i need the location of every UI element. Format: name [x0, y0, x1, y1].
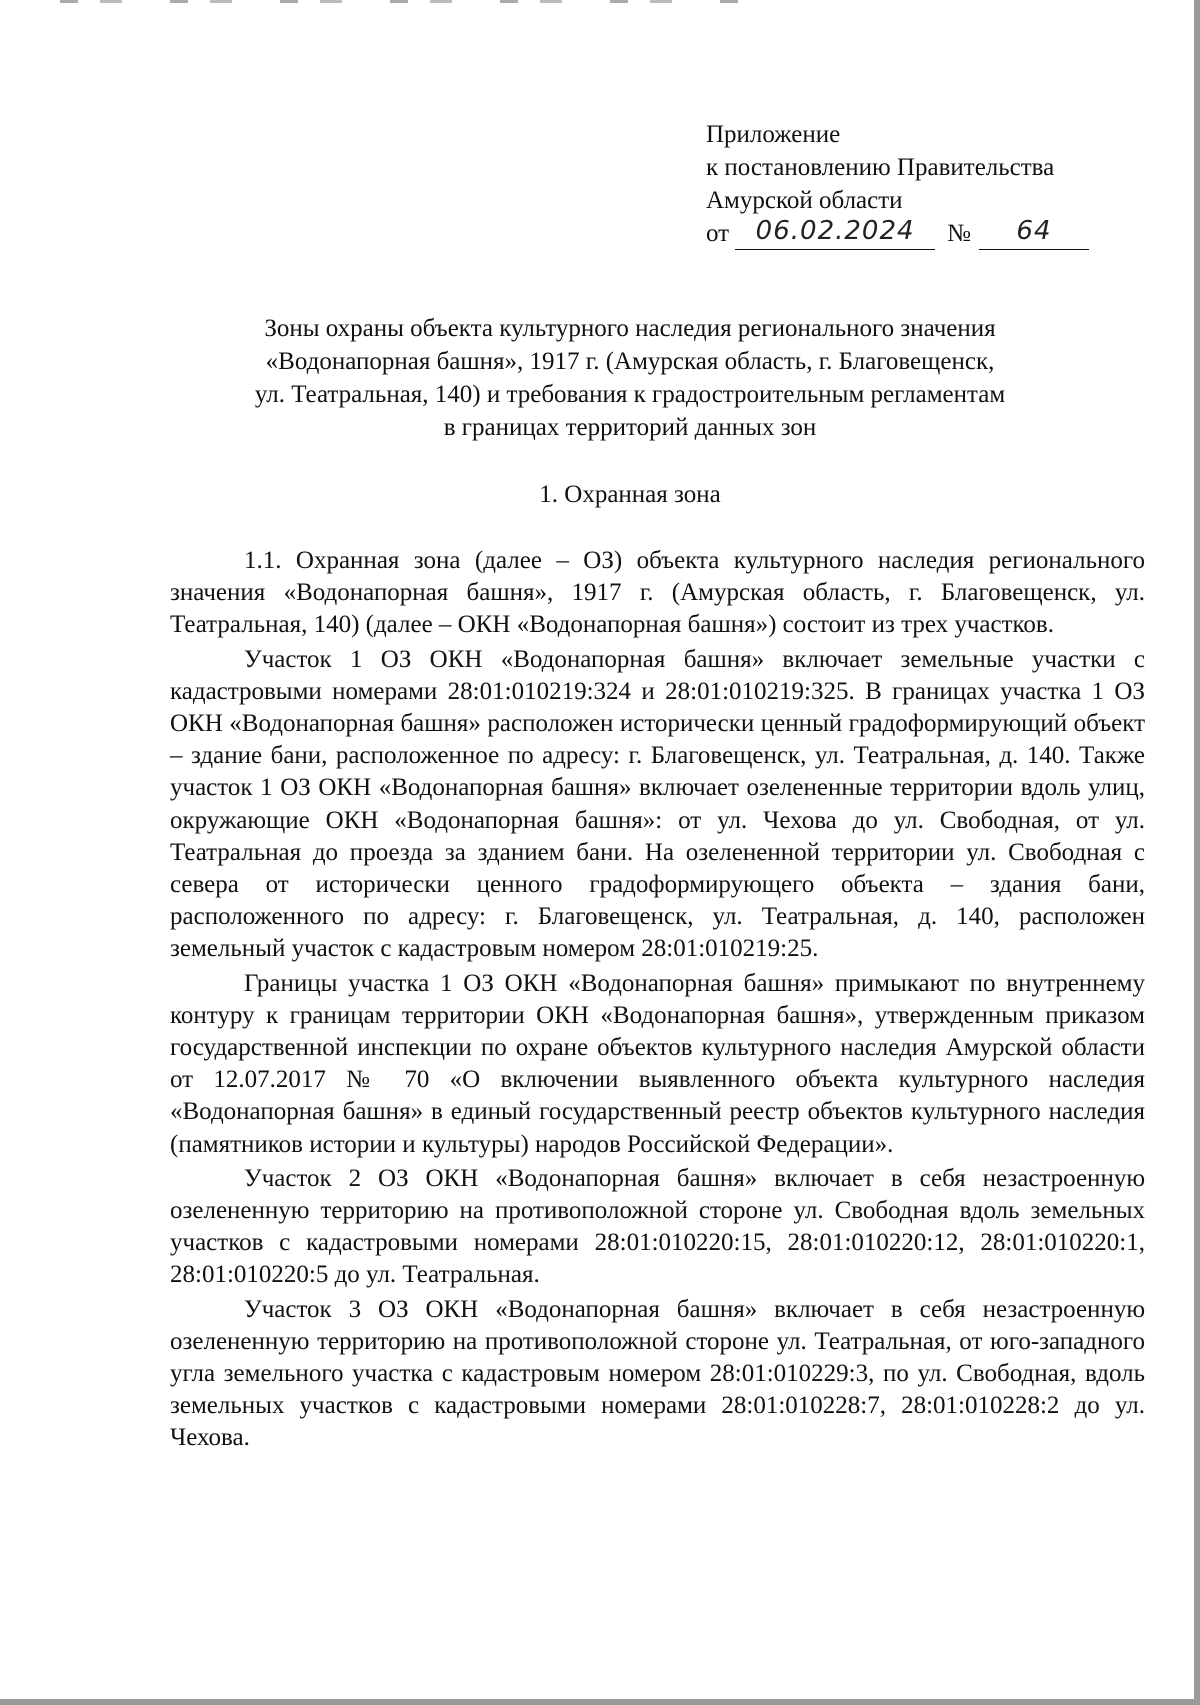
title-line-2: «Водонапорная башня», 1917 г. (Амурская область, г. Благовещенск, — [265, 348, 995, 375]
paragraph-site-1: Участок 1 ОЗ ОКН «Водонапорная башня» включает земельные участки с кадастровыми номерами 28:01:010219:324 и 28:01:010219:325. В границах участка 1 ОЗ ОКН «Водонапорная башня» расположен исторически ценный градоформирующий объект – здание бани, расположенное по адресу: г. Благовещенск, ул. Театральная, д. 140. Также участок 1 ОЗ ОКН «Водонапорная башня» включает озелененные территории вдоль улиц, окружающие ОКН «Водонапорная башня»: от ул. Чехова до ул. Свободная, от ул. Театральная до проезда за зданием бани. На озелененной территории ул. Свободная с севера от исторически ценного градоформирующего объекта – здания бани, расположенного по адресу: г. Благовещенск, ул. Театральная, д. 140, расположен земельный участок с кадастровым номером 28:01:010219:25. — [170, 645, 1145, 963]
scan-artifact-right — [1194, 0, 1200, 1705]
paragraph-site-3: Участок 3 ОЗ ОКН «Водонапорная башня» включает в себя незастроенную озелененную территорию на противоположной стороне ул. Театральная, от юго-западного угла земельного участка с кадастровым номером 28:01:010229:3, по ул. Свободная, вдоль земельных участков с кадастровыми номерами 28:01:010228:7, 28:01:010228:2 до ул. Чехова. — [170, 1295, 1145, 1452]
title-line-4: в границах территорий данных зон — [443, 414, 817, 441]
number-sign: № — [947, 220, 971, 247]
paragraph-site-1-borders: Границы участка 1 ОЗ ОКН «Водонапорная башня» примыкают по внутреннему контуру к границам территории ОКН «Водонапорная башня», утвержденным приказом государственной инспекции по охране объектов культурного наследия Амурской области от 12.07.2017 № 70 «О включении выявленного объекта культурного наследия «Водонапорная башня» в единый государственный реестр объектов культурного наследия (памятников истории и культуры) народов Российской Федерации». — [170, 969, 1145, 1158]
appendix-header — [706, 118, 1089, 250]
paragraph-1-1: 1.1. Охранная зона (далее – ОЗ) объекта культурного наследия регионального значения «Водонапорная башня», 1917 г. (Амурская область, г. Благовещенск, ул. Театральная, 140) (далее – ОКН «Водонапорная башня») состоит из трех участков. — [170, 547, 1145, 639]
appendix-region-line: Амурской области — [706, 187, 903, 214]
appendix-resolution-line: к постановлению Правительства — [706, 154, 1055, 181]
date-prefix: от — [706, 220, 730, 247]
title-line-1: Зоны охраны объекта культурного наследия регионального значения — [264, 315, 996, 342]
handwritten-number: 64 — [1016, 216, 1052, 246]
section-heading: 1. Охранная зона — [539, 481, 721, 508]
handwritten-date: 06.02.2024 — [755, 216, 915, 246]
body-text — [170, 545, 1145, 1457]
number-field — [979, 216, 1089, 250]
title-line-3: ул. Театральная, 140) и требования к градостроительным регламентам — [254, 381, 1006, 408]
date-field — [735, 216, 935, 250]
document-title — [170, 312, 1090, 444]
paragraph-site-2: Участок 2 ОЗ ОКН «Водонапорная башня» включает в себя незастроенную озелененную территорию на противоположной стороне ул. Свободная вдоль земельных участков с кадастровыми номерами 28:01:010220:15, 28:01:010220:12, 28:01:010220:1, 28:01:010220:5 до ул. Театральная. — [170, 1164, 1145, 1289]
scan-artifact-top — [60, 0, 760, 3]
appendix-date-row — [706, 217, 1089, 250]
appendix-label: Приложение — [706, 121, 841, 148]
scan-artifact-bottom — [0, 1699, 1200, 1705]
